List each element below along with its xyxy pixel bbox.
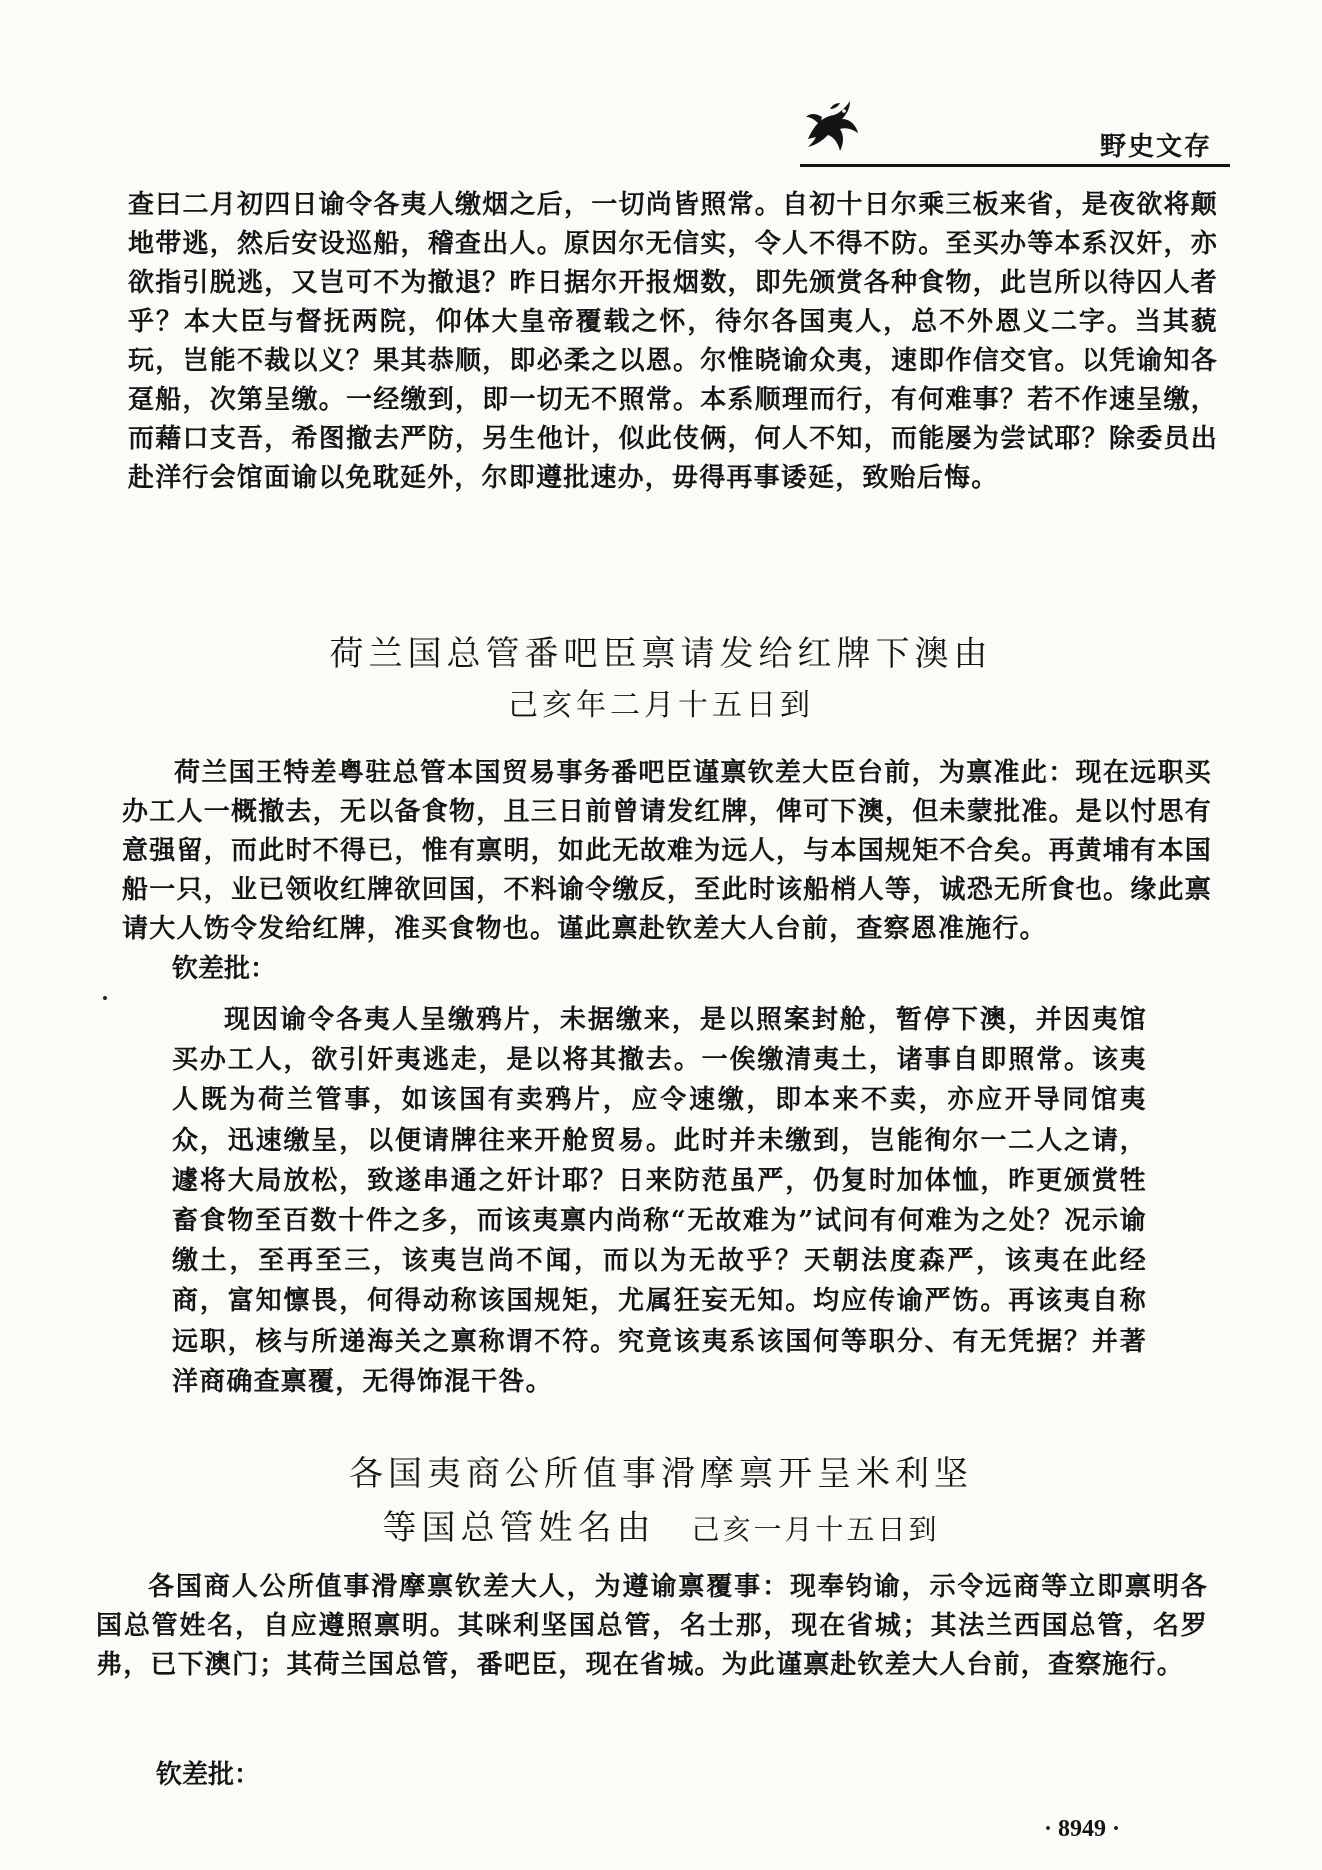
reply-label-text: 钦差批：	[172, 954, 277, 984]
paragraph-text: 荷兰国王特差粤驻总管本国贸易事务番吧臣谨禀钦差大臣台前，为禀准此：现在远职买办工人一概撤去，无以备食物，且三日前曾请发红牌，俾可下澳，但未蒙批准。是以忖思有意强留，而此时不得已，惟有禀明，如此无故难为远人，与本国规矩不合矣。再黄埔有本国船一只，业已领收红牌欲回国，不料谕令缴反，至此时该船梢人等，诚恐无所食也。缘此禀请大人饬令发给红牌，准买食物也。谨此禀赴钦差大人台前，查察恩准施行。	[122, 758, 1212, 944]
margin-mark	[103, 996, 107, 1000]
section-title: 荷兰国总管番吧臣禀请发给红牌下澳由	[329, 634, 993, 674]
reply-label	[156, 1756, 556, 1795]
reply-label	[172, 950, 572, 989]
section-title-text: 等国总管姓名由	[382, 1508, 656, 1548]
petition-paragraph	[96, 1568, 1208, 1685]
section-date: 己亥一月十五日到	[691, 1513, 940, 1546]
reply-paragraph	[172, 1000, 1147, 1402]
paragraph-text: 各国商人公所值事滑摩禀钦差大人，为遵谕禀覆事：现奉钧谕，示令远商等立即禀明各国总管姓名，自应遵照禀明。其咪利坚国总管，名士那，现在省城；其法兰西国总管，名罗弗，已下澳门；其荷兰国总管，番吧臣，现在省城。为此谨禀赴钦差大人台前，查察施行。	[96, 1572, 1208, 1680]
paragraph-text: 查曰二月初四日谕令各夷人缴烟之后，一切尚皆照常。自初十日尔乘三板来省，是夜欲将颠地带逃，然后安设巡船，稽查出人。原因尔无信实，令人不得不防。至买办等本系汉奸，亦欲指引脱逃，又岂可不为撤退？昨日据尔开报烟数，即先颁赏各种食物，此岂所以待囚人者乎？本大臣与督抚两院，仰体大皇帝覆载之怀，待尔各国夷人，总不外恩义二字。当其藐玩，岂能不裁以义？果其恭顺，即必柔之以恩。尔惟晓谕众夷，速即作信交官。以凭谕知各趸船，次第呈缴。一经缴到，即一切无不照常。本系顺理而行，有何难事？若不作速呈缴，而藉口支吾，希图撤去严防，另生他计，似此伎俩，何人不知，而能屡为尝试耶？除委员出赴洋行会馆面谕以免耽延外，尔即遵批速办，毋得再事诿延，致贻后悔。	[128, 190, 1218, 493]
paragraph-text: 现因谕令各夷人呈缴鸦片，未据缴来，是以照案封舱，暂停下澳，并因夷馆买办工人，欲引奸夷逃走，是以将其撤去。一俟缴清夷土，诸事自即照常。该夷人既为荷兰管事，如该国有卖鸦片，应令速缴，即本来不卖，亦应开导同馆夷众，迅速缴呈，以便请牌往来开舱贸易。此时并未缴到，岂能徇尔一二人之请，遽将大局放松，致遂串通之奸计耶？日来防范虽严，仍复时加体恤，昨更颁赏牲畜食物至百数十件之多，而该夷禀内尚称“无故难为”试问有何难为之处？况示谕缴土，至再至三，该夷岂尚不闻，而以为无故乎？天朝法度森严，该夷在此经商，富知懔畏，何得动称该国规矩，尤属狂妄无知。均应传谕严饬。再该夷自称远职，核与所递海关之禀称谓不符。究竟该夷系该国何等职分、有无凭据？并著洋商确查禀覆，无得饰混干咎。	[172, 1005, 1147, 1397]
section-date: 己亥年二月十五日到	[508, 688, 814, 723]
petition-paragraph	[122, 754, 1212, 949]
dragon-logo-icon	[800, 95, 862, 157]
section-title-line-2	[0, 1500, 1322, 1549]
section-title: 各国夷商公所值事滑摩禀开呈米利坚	[349, 1454, 973, 1494]
reply-label-text: 钦差批：	[156, 1760, 261, 1790]
body-paragraph	[128, 186, 1218, 498]
series-title: 野史文存	[1100, 132, 1213, 162]
header-divider	[800, 164, 1230, 167]
page-number: · 8949 ·	[1044, 1816, 1121, 1842]
